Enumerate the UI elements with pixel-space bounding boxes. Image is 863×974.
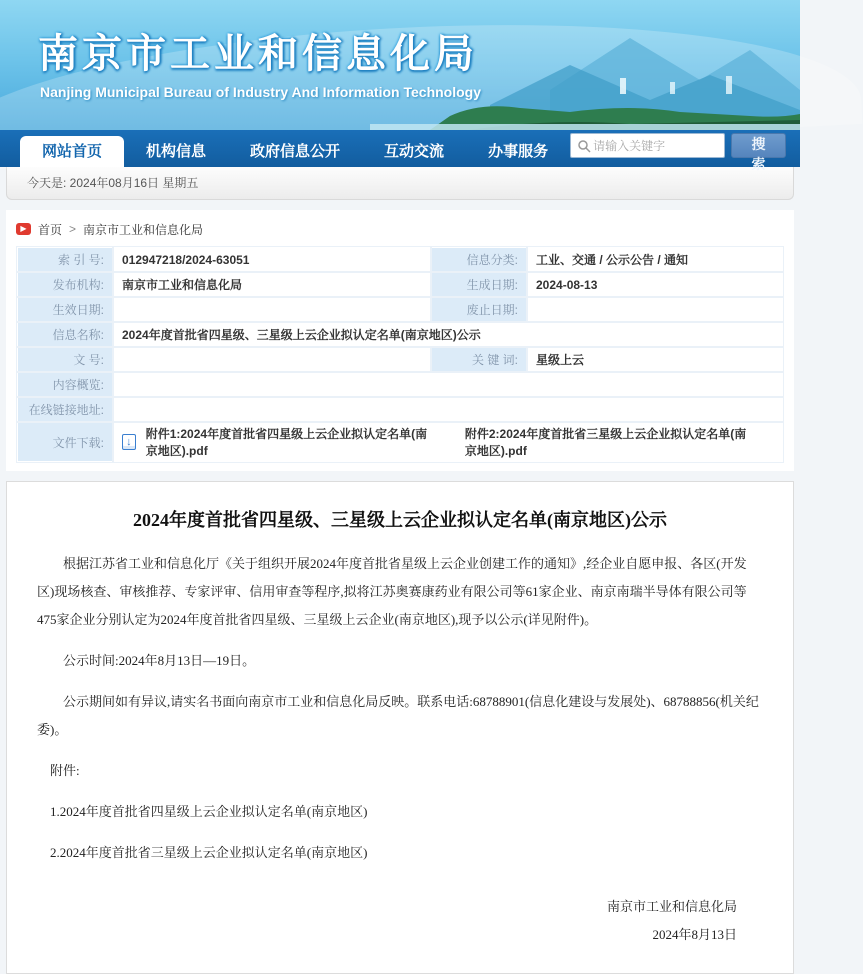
keyword-label: 关 键 词: [431,347,527,372]
site-subtitle: Nanjing Municipal Bureau of Industry And Information Technology [40,84,481,100]
search-input[interactable] [591,138,711,154]
article-paragraph-publicity-time: 公示时间:2024年8月13日—19日。 [63,653,256,668]
effective-date-value [113,297,431,322]
article-title: 2024年度首批省四星级、三星级上云企业拟认定名单(南京地区)公示 [133,510,667,530]
publisher-value: 南京市工业和信息化局 [113,272,431,297]
tab-org-info[interactable]: 机构信息 [146,143,207,160]
tab-home[interactable]: 网站首页 [20,136,124,167]
file-download-label: 文件下载: [17,422,113,462]
search-field[interactable] [570,133,725,158]
summary-label: 内容概览: [17,372,113,397]
download-row [122,425,774,459]
info-name-value: 2024年度首批省四星级、三星级上云企业拟认定名单(南京地区)公示 [113,322,783,347]
table-row [17,322,783,347]
breadcrumb [16,216,784,242]
site-title: 南京市工业和信息化局 [38,32,478,76]
date-bar: 今天是: 2024年08月16日 星期五 [6,167,794,200]
site-banner [0,0,800,130]
doc-number-value [113,347,431,372]
info-panel [6,210,794,471]
signature-date: 2024年8月13日 [652,927,737,942]
category-label: 信息分类: [431,247,527,272]
search-icon [577,139,591,153]
expire-date-label: 废止日期: [431,297,527,322]
breadcrumb-separator: > [69,222,77,236]
breadcrumb-current[interactable]: 南京市工业和信息化局 [83,222,204,237]
table-row [17,347,783,372]
attachment-1-link[interactable]: 附件1:2024年度首批省四星级上云企业拟认定名单(南京地区).pdf [145,427,428,458]
article-paragraph-contact: 公示期间如有异议,请实名书面向南京市工业和信息化局反映。联系电话:68788901(信息化建设与发展处)、68788856(机关纪委)。 [37,694,759,737]
info-name-label: 信息名称: [17,322,113,347]
signature-org: 南京市工业和信息化局 [606,899,737,914]
publisher-label: 发布机构: [17,272,113,297]
attachment-list-item-2: 2.2024年度首批省三星级上云企业拟认定名单(南京地区) [50,845,368,860]
created-date-label: 生成日期: [431,272,527,297]
expire-date-value [527,297,783,322]
tab-interaction[interactable]: 互动交流 [384,143,445,160]
tab-services[interactable]: 办事服务 [488,143,549,160]
tab-gov-info-disclosure[interactable]: 政府信息公开 [250,143,341,160]
home-icon: ▶ [16,223,31,235]
attachment-heading: 附件: [50,763,80,778]
index-number-label: 索 引 号: [17,247,113,272]
article-panel [6,481,794,974]
main-navbar [0,130,800,172]
search-button[interactable]: 搜索 [731,133,786,158]
online-link-value [113,397,783,422]
document-meta-table [16,246,784,463]
signature-block [37,893,763,949]
summary-value [113,372,783,397]
table-row [17,297,783,322]
table-row [17,397,783,422]
table-row [17,247,783,272]
attachment-2-link[interactable]: 附件2:2024年度首批省三星级上云企业拟认定名单(南京地区).pdf [464,427,747,458]
table-row [17,422,783,462]
article-paragraph-1: 根据江苏省工业和信息化厅《关于组织开展2024年度首批省星级上云企业创建工作的通知》,经企业自愿申报、各区(开发区)现场核查、审核推荐、专家评审、信用审查等程序,拟将江苏奥赛康药业有限公司等61家企业、南京南瑞半导体有限公司等475家企业分别认定为2024年度首批省四星级、三星级上云企业(南京地区),现予以公示(详见附件)。 [37,556,747,627]
breadcrumb-home-link[interactable]: 首页 [38,222,63,237]
table-row [17,372,783,397]
table-row [17,272,783,297]
category-value: 工业、交通 / 公示公告 / 通知 [527,247,783,272]
index-number-value: 012947218/2024-63051 [113,247,431,272]
attachment-list-item-1: 1.2024年度首批省四星级上云企业拟认定名单(南京地区) [50,804,368,819]
effective-date-label: 生效日期: [17,297,113,322]
nav-tabs [0,130,570,167]
download-icon[interactable]: ↓ [122,434,136,450]
doc-number-label: 文 号: [17,347,113,372]
created-date-value: 2024-08-13 [527,272,783,297]
online-link-label: 在线链接地址: [17,397,113,422]
search-area [570,130,800,172]
keyword-value: 星级上云 [527,347,783,372]
